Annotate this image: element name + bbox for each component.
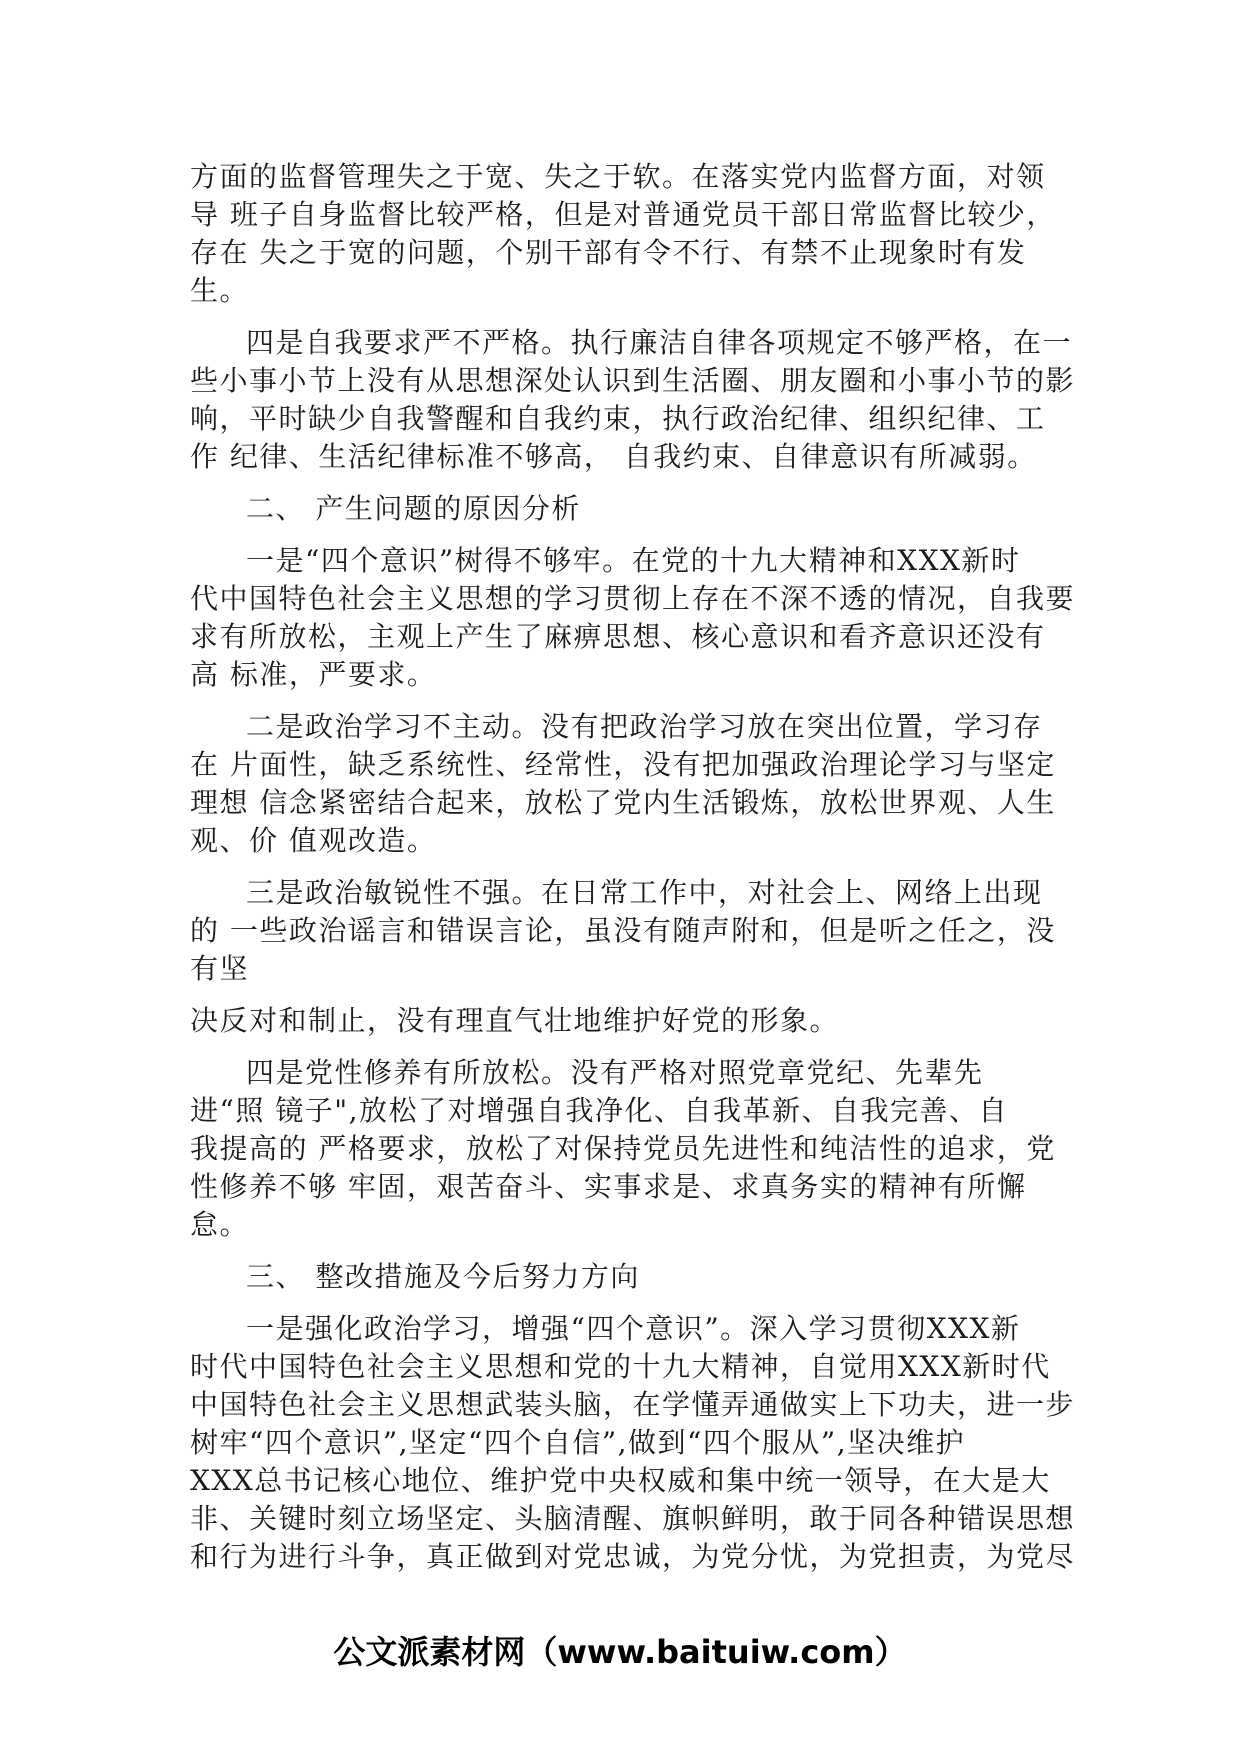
text-line: XXX总书记核心地位、维护党中央权威和集中统一领导，在大是大 [190,1464,1051,1497]
paragraph-supervision [190,158,1060,310]
text-line: 和行为进行斗争，真正做到对党忠诚，为党分忧，为党担责，为党尽 [190,1540,1076,1573]
text-line: 我提高的 严格要求，放松了对保持党员先进性和纯洁性的追求，党 [190,1132,1056,1165]
text-line: 求有所放松，主观上产生了麻痹思想、核心意识和看齐意识还没有 [190,620,1046,653]
text-line: 些小事小节上没有从思想深处认识到生活圈、朋友圈和小事小节的影 [190,364,1076,397]
text-line: 有坚 [190,952,250,985]
text-line: 理想 信念紧密结合起来，放松了党内生活锻炼，放松世界观、人生 [190,786,1056,819]
text-line: 怠。 [190,1208,250,1241]
text-line: 中国特色社会主义思想武装头脑，在学懂弄通做实上下功夫，进一步 [190,1388,1076,1421]
paragraph-self-discipline [190,324,1076,476]
footer-watermark: 公文派素材网（www.baituiw.com） [333,1633,907,1671]
text-line: 观、价 值观改造。 [190,824,437,857]
text-line: 高 标准，严要求。 [190,658,437,691]
text-line: 决反对和制止，没有理直气壮地维护好党的形象。 [190,1004,840,1037]
heading-line: 二、 产生问题的原因分析 [246,492,581,525]
text-line: 生。 [190,274,250,307]
text-line: 性修养不够 牢固，艰苦奋斗、实事求是、求真务实的精神有所懈 [190,1170,1027,1203]
text-line: 导 班子自身监督比较严格，但是对普通党员干部日常监督比较少， [190,198,1056,231]
text-line: 三是政治敏锐性不强。在日常工作中，对社会上、网络上出现 [246,876,1043,909]
text-line: 四是党性修养有所放松。没有严格对照党章党纪、先辈先 [246,1056,984,1089]
text-line: 一是强化政治学习，增强“四个意识”。深入学习贯彻XXX新 [246,1312,1021,1345]
paragraph-political-sensitivity [190,874,1060,988]
paragraph-strengthen-study [190,1310,1076,1576]
text-line: 时代中国特色社会主义思想和党的十九大精神，自觉用XXX新时代 [190,1350,1051,1383]
document-body [190,158,1076,1590]
text-line: 在 片面性，缺乏系统性、经常性，没有把加强政治理论学习与坚定 [190,748,1056,781]
paragraph-four-consciousness [190,542,1076,694]
section-heading-measures [190,1258,1060,1296]
paragraph-political-study [190,708,1060,860]
text-line: 非、关键时刻立场坚定、头脑清醒、旗帜鲜明，敢于同各种错误思想 [190,1502,1076,1535]
text-line: 二是政治学习不主动。没有把政治学习放在突出位置，学习存 [246,710,1043,743]
text-line: 树牢“四个意识”,坚定“四个自信”,做到“四个服从”,坚决维护 [190,1426,966,1459]
heading-line: 三、 整改措施及今后努力方向 [246,1260,640,1293]
text-line: 存在 失之于宽的问题，个别干部有令不行、有禁不止现象时有发 [190,236,1027,269]
text-line: 四是自我要求严不严格。执行廉洁自律各项规定不够严格，在一 [246,326,1073,359]
text-line: 方面的监督管理失之于宽、失之于软。在落实党内监督方面，对领 [190,160,1046,193]
text-line: 代中国特色社会主义思想的学习贯彻上存在不深不透的情况，自我要 [190,582,1076,615]
text-line: 的 一些政治谣言和错误言论，虽没有随声附和，但是听之任之，没 [190,914,1056,947]
section-heading-causes [190,490,1060,528]
text-line: 进“照 镜子",放松了对增强自我净化、自我革新、自我完善、自 [190,1094,1008,1127]
text-line: 响，平时缺少自我警醒和自我约束，执行政治纪律、组织纪律、工 [190,402,1046,435]
paragraph-party-spirit [190,1054,1060,1244]
text-line: 一是“四个意识”树得不够牢。在党的十九大精神和XXX新时 [246,544,1021,577]
text-line: 作 纪律、生活纪律标准不够高， 自我约束、自律意识有所减弱。 [190,440,1037,473]
paragraph-continuation [190,1002,1060,1040]
